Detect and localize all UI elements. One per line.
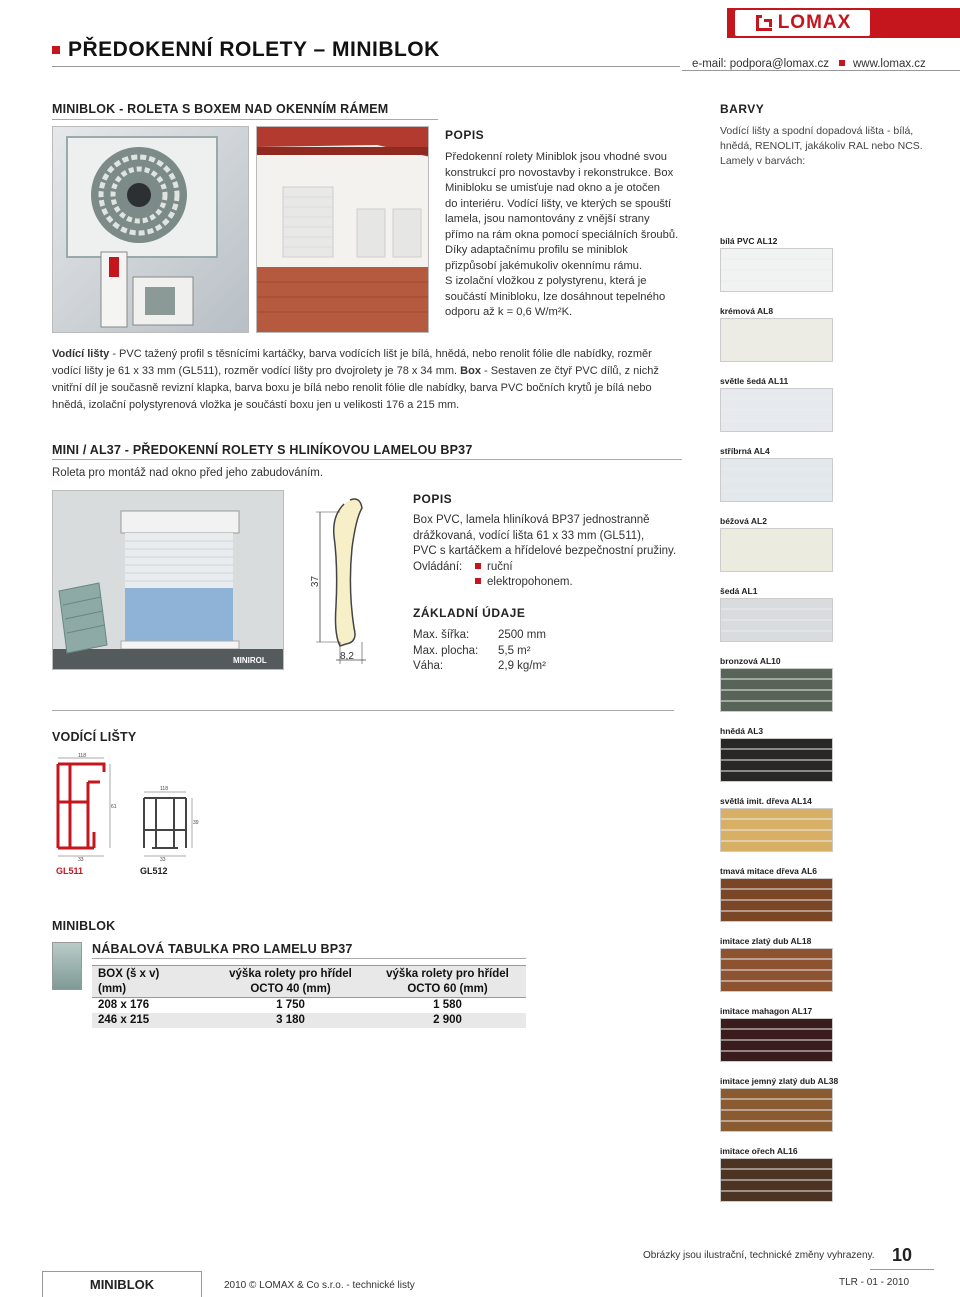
- dim-label: 118: [78, 753, 86, 759]
- swatch-label: světle šedá AL11: [720, 376, 789, 386]
- section-divider: [52, 710, 674, 711]
- color-swatch: [720, 1088, 833, 1132]
- profile-height-label: 37: [310, 575, 322, 588]
- popis-line: Minibloku se umisťuje nad okno a je otočen: [445, 182, 661, 194]
- popis2-line: PVC s kartáčkem a hřídelové bezpečnostní pružiny.: [413, 545, 677, 557]
- section2-subtitle: Roleta pro montáž nad okno před jeho zabudováním.: [52, 467, 324, 479]
- table-row: [92, 997, 526, 1013]
- barvy-intro-line: Lamely v barvách:: [720, 155, 806, 167]
- spec-value: 5,5 m²: [498, 644, 531, 657]
- popis2-heading: POPIS: [413, 492, 453, 506]
- email-link[interactable]: e-mail: podpora@lomax.cz: [692, 58, 829, 70]
- lamela-thumbnail: [52, 942, 82, 990]
- barvy-intro-line: hnědá, RENOLIT, jakákoliv RAL nebo NCS.: [720, 140, 923, 152]
- table-cell: 2 900: [433, 1014, 462, 1027]
- swatch-label: krémová AL8: [720, 306, 774, 316]
- para-box-label: Box: [460, 365, 481, 377]
- color-swatch: [720, 388, 833, 432]
- ovladani-label: Ovládání:: [413, 560, 463, 573]
- lamela-profile-drawing: [300, 492, 400, 670]
- page-number: 10: [870, 1240, 934, 1270]
- swatch-label: šedá AL1: [720, 586, 758, 596]
- popis2-line: Box PVC, lamela hliníková BP37 jednostranně: [413, 514, 650, 526]
- header-rule: [52, 66, 680, 67]
- color-swatch: [720, 668, 833, 712]
- dim-label: 33: [160, 857, 166, 862]
- contact-line: [692, 58, 926, 70]
- nabalova-table: [92, 966, 526, 1028]
- guide-rail-drawings: [52, 752, 222, 862]
- popis-line: lamela, jsou namontovány z vnější strany: [445, 213, 650, 225]
- table-cell: 3 180: [276, 1014, 305, 1027]
- color-swatch: [720, 738, 833, 782]
- gl511-label: GL511: [56, 866, 84, 876]
- color-swatch: [720, 248, 833, 292]
- table-header-cell: (mm): [98, 983, 127, 995]
- color-swatch: [720, 1158, 833, 1202]
- footer-note: Obrázky jsou ilustrační, technické změny vyhrazeny.: [643, 1250, 875, 1261]
- popis-line: součástí Minibloku, lze dosáhnout tepelného: [445, 290, 666, 303]
- color-swatch: [720, 458, 833, 502]
- table-row: [92, 1013, 526, 1029]
- popis-line: Předokenní rolety Miniblok jsou vhodné svou: [445, 151, 668, 163]
- swatch-label: imitace mahagon AL17: [720, 1006, 813, 1016]
- spec-value: 2500 mm: [498, 629, 546, 641]
- section2-rule: [52, 459, 682, 460]
- profile-width-label: 8,2: [340, 651, 354, 662]
- barvy-intro: [720, 124, 950, 169]
- table-cell: 1 580: [433, 999, 462, 1011]
- minirol-mark: MINIROL: [233, 656, 267, 665]
- section4-rule: [92, 958, 526, 959]
- color-swatch: [720, 1018, 833, 1062]
- swatch-label: béžová AL2: [720, 516, 767, 526]
- swatch-label: hnědá AL3: [720, 726, 764, 736]
- popis-line: konstrukcí pro novostavby i rekonstrukce. Box: [445, 166, 674, 179]
- specs-list: [413, 628, 546, 675]
- separator-square: [839, 60, 845, 66]
- table-header-cell: výška rolety pro hřídel: [386, 967, 509, 980]
- footer-brand: MINIBLOK: [42, 1271, 202, 1297]
- page-title: PŘEDOKENNÍ ROLETY – MINIBLOK: [68, 38, 440, 61]
- table-header-cell: BOX (š x v): [98, 967, 160, 980]
- table-header-cell: OCTO 60 (mm): [407, 983, 488, 995]
- mini-al37-photo: [52, 490, 284, 670]
- logo-text: LOMAX: [777, 12, 852, 33]
- spec-key: Max. šířka:: [413, 629, 470, 641]
- color-swatch: [720, 598, 833, 642]
- popis-line: přizpůsobí jakémukoliv okennímu rámu.: [445, 259, 643, 272]
- nabalova-title: NÁBALOVÁ TABULKA PRO LAMELU BP37: [92, 942, 353, 956]
- nabalova-table-wrap: [92, 965, 526, 1028]
- footer-copyright: 2010 © LOMAX & Co s.r.o. - technické listy: [224, 1280, 415, 1291]
- spec-value: 2,9 kg/m²: [498, 660, 546, 672]
- bullet-square: [475, 578, 481, 584]
- dim-label: 61: [111, 804, 117, 810]
- popis-heading: POPIS: [445, 128, 485, 142]
- ovladani-item: elektropohonem.: [487, 576, 573, 588]
- color-swatch: [720, 948, 833, 992]
- barvy-intro-line: Vodící lišty a spodní dopadová lišta - bílá,: [720, 125, 914, 137]
- para-line: vnitřní díl je současně revizní klapka, barva boxu je bílá nebo renolit fólie dle nabídky, barva PVC bočních krytů je bílá nebo: [52, 382, 652, 394]
- footer-code: TLR - 01 - 2010: [839, 1277, 910, 1288]
- popis2-text: [413, 513, 713, 591]
- swatch-label: tmavá mitace dřeva AL6: [720, 866, 818, 876]
- table-cell: 208 x 176: [98, 999, 150, 1011]
- swatch-label: bílá PVC AL12: [720, 236, 778, 246]
- table-cell: 1 750: [276, 999, 305, 1011]
- para-lead: Vodící lišty: [52, 348, 110, 360]
- zakladni-heading: ZÁKLADNÍ ÚDAJE: [413, 606, 526, 620]
- house-photo: [256, 126, 429, 333]
- swatch-label: imitace jemný zlatý dub AL38: [720, 1076, 839, 1086]
- popis-line: odporu až k = 0,6 W/m²K.: [445, 306, 573, 318]
- table-header-row: [92, 982, 526, 998]
- swatch-label: bronzová AL10: [720, 656, 781, 666]
- color-swatch: [720, 318, 833, 362]
- logo-mark-icon: [754, 14, 774, 32]
- para-line: - Sestaven ze čtyř PVC dílů, z nichž: [480, 365, 659, 377]
- table-header-row: [92, 966, 526, 982]
- popis-line: do interiéru. Vodící lišty, ve kterých se spouští: [445, 197, 672, 210]
- section2-title: MINI / AL37 - PŘEDOKENNÍ ROLETY S HLINÍKOVOU LAMELOU BP37: [52, 443, 473, 457]
- popis-line: přímo na rám okna pomocí speciálních šroubů.: [445, 228, 679, 241]
- color-swatch: [720, 808, 833, 852]
- section1-title: MINIBLOK - ROLETA S BOXEM NAD OKENNÍM RÁMEM: [52, 102, 389, 116]
- color-swatch-list: [720, 236, 960, 1196]
- para-line: - PVC tažený profil s těsnícími kartáčky, barva vodících lišt je bílá, hnědá, nebo renolit fólie dle nabídky, rozměr: [109, 348, 652, 360]
- swatch-label: imitace zlatý dub AL18: [720, 936, 812, 946]
- vodici-listy-paragraph: [52, 346, 692, 414]
- spec-key: Váha:: [413, 660, 444, 672]
- section4-title: MINIBLOK: [52, 919, 116, 933]
- dim-label: 118: [160, 786, 168, 792]
- title-bullet: [52, 46, 60, 54]
- miniblok-section-image: [52, 126, 249, 333]
- ovladani-item: ruční: [487, 560, 513, 573]
- spec-key: Max. plocha:: [413, 644, 479, 657]
- popis-text: [445, 150, 705, 321]
- bullet-square: [475, 563, 481, 569]
- dim-label: 33: [78, 857, 84, 862]
- popis2-line: drážkovaná, vodící lišta 61 x 33 mm (GL511),: [413, 529, 645, 542]
- contact-rule: [682, 70, 960, 71]
- color-swatch: [720, 878, 833, 922]
- table-cell: 246 x 215: [98, 1014, 150, 1027]
- para-line: hnědá, izolační polystyrenová vložka je součástí boxu jen u velikosti 176 a 215 mm.: [52, 399, 460, 411]
- gl512-label: GL512: [140, 866, 168, 876]
- color-swatch: [720, 528, 833, 572]
- section1-rule: [52, 119, 438, 120]
- logo: [735, 10, 870, 36]
- dim-label: 39: [193, 820, 199, 826]
- barvy-heading: BARVY: [720, 102, 765, 116]
- swatch-label: světlá imit. dřeva AL14: [720, 796, 812, 806]
- web-link[interactable]: www.lomax.cz: [852, 58, 926, 70]
- popis-line: S izolační vložkou z polystyrenu, která je: [445, 275, 647, 287]
- swatch-label: stříbrná AL4: [720, 446, 770, 456]
- para-line: vodící lišty je 61 x 33 mm (GL511), rozměr vodící lišty pro dvojrolety je 78 x 34 mm.: [52, 365, 461, 377]
- table-header-cell: OCTO 40 (mm): [250, 983, 331, 995]
- table-header-cell: výška rolety pro hřídel: [229, 967, 352, 980]
- section3-title: VODÍCÍ LIŠTY: [52, 730, 137, 744]
- swatch-label: imitace ořech AL16: [720, 1146, 798, 1156]
- popis-line: Díky adaptačnímu profilu se miniblok: [445, 244, 628, 256]
